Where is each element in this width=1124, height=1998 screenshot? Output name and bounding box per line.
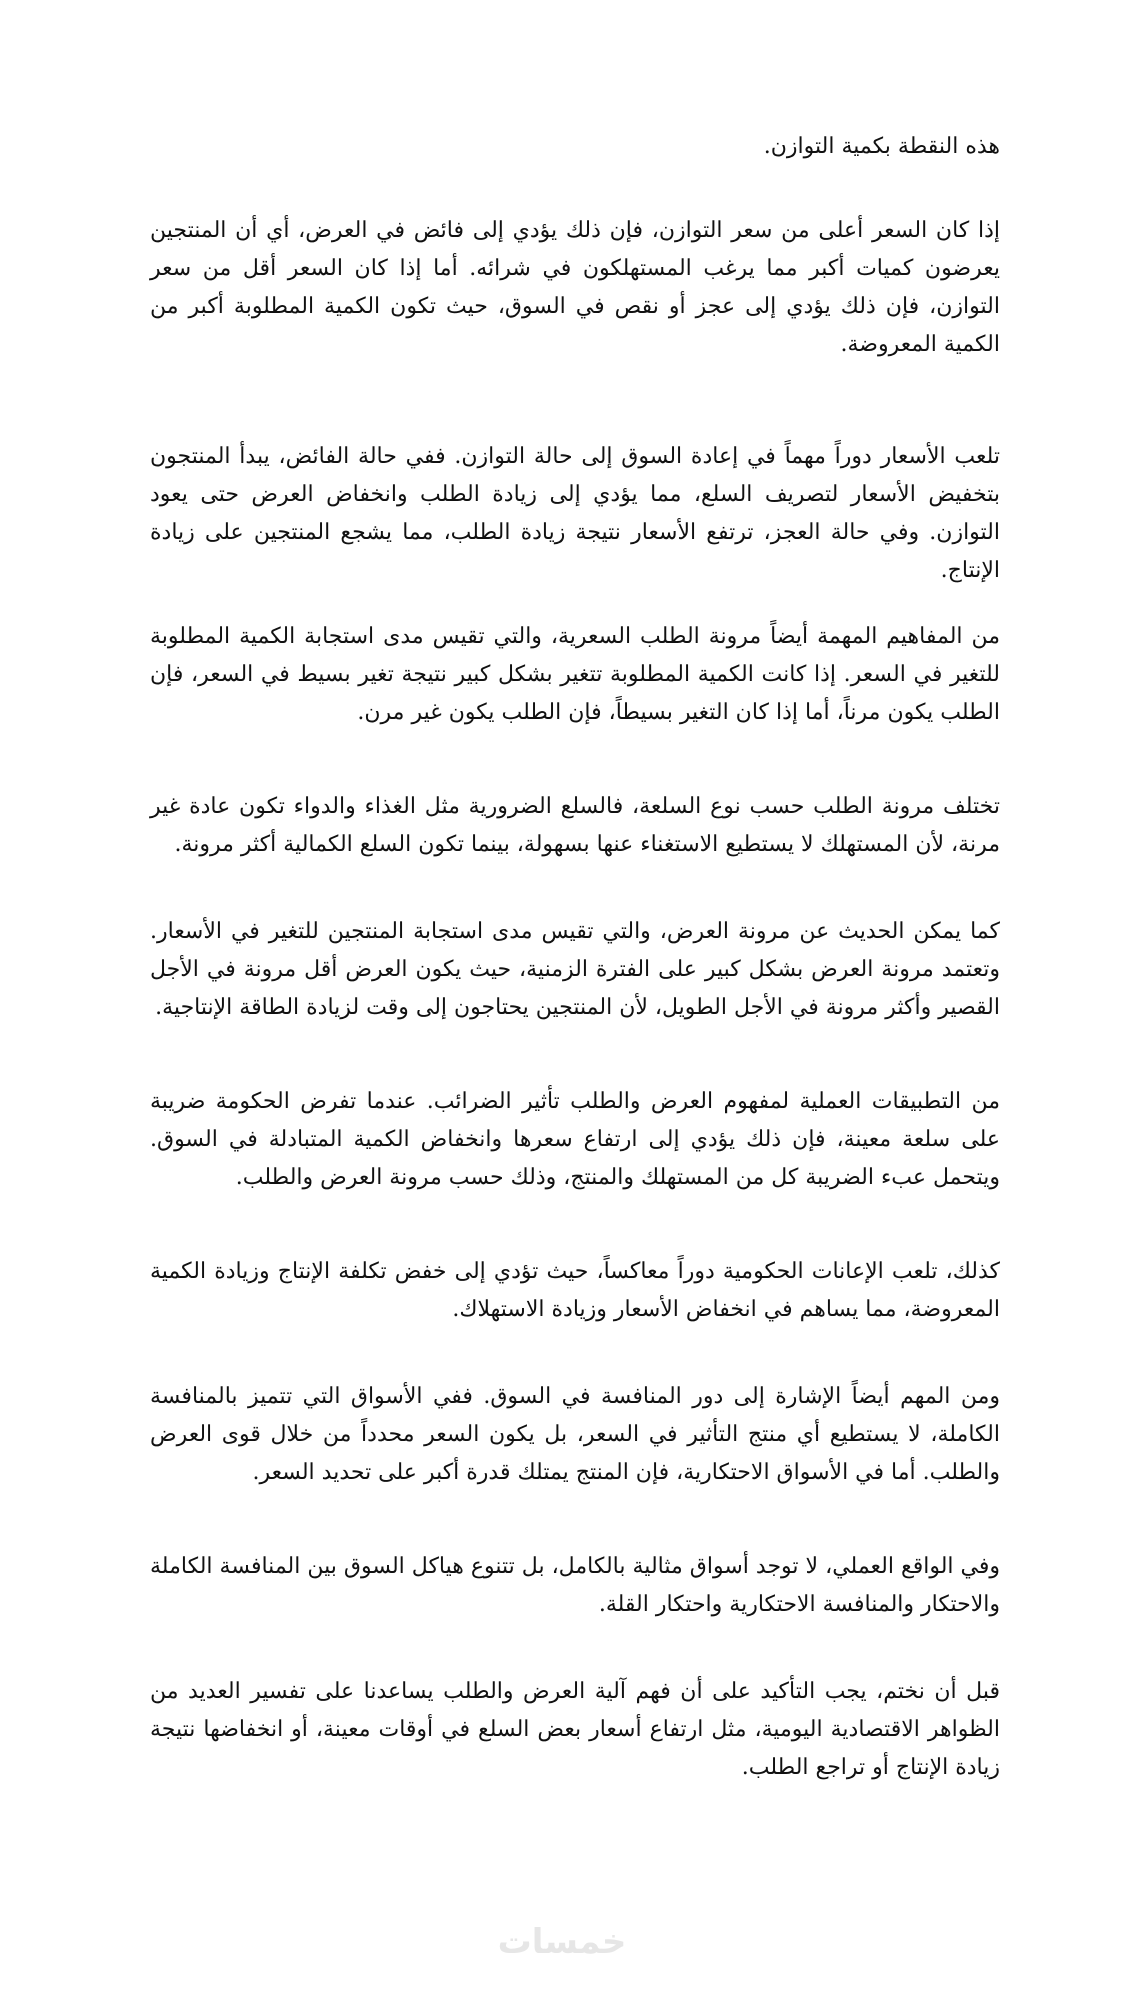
paragraph-5: تختلف مرونة الطلب حسب نوع السلعة، فالسلع الضرورية مثل الغذاء والدواء تكون عادة غير مرنة، لأن المستهلك لا يستطيع الاستغناء عنها بسهولة، بينما تكون السلع الكمالية أكثر مرونة.: [150, 794, 1001, 857]
paragraph-8: كذلك، تلعب الإعانات الحكومية دوراً معاكساً، حيث تؤدي إلى خفض تكلفة الإنتاج وزيادة الكمية المعروضة، مما يساهم في انخفاض الأسعار وزيادة الاستهلاك.: [150, 1259, 1000, 1322]
paragraph-4: من المفاهيم المهمة أيضاً مرونة الطلب السعرية، والتي تقيس مدى استجابة الكمية المطلوبة للتغير في السعر. إذا كانت الكمية المطلوبة تتغير بشكل كبير نتيجة تغير بسيط في السعر، فإن الطلب يكون مرناً، أما إذا كان التغير بسيطاً، فإن الطلب يكون غير مرن.: [150, 624, 1000, 725]
paragraph-6: كما يمكن الحديث عن مرونة العرض، والتي تقيس مدى استجابة المنتجين للتغير في الأسعار. وتعتمد مرونة العرض بشكل كبير على الفترة الزمنية، حيث يكون العرض أقل مرونة في الأجل القصير وأكثر مرونة في الأجل الطويل، لأن المنتجين يحتاجون إلى وقت لزيادة الطاقة الإنتاجية.: [150, 919, 1000, 1020]
paragraph-7: من التطبيقات العملية لمفهوم العرض والطلب تأثير الضرائب. عندما تفرض الحكومة ضريبة على سلعة معينة، فإن ذلك يؤدي إلى ارتفاع سعرها وانخفاض الكمية المتبادلة في السوق. ويتحمل عبء الضريبة كل من المستهلك والمنتج، وذلك حسب مرونة العرض والطلب.: [150, 1089, 1000, 1190]
paragraph-10: وفي الواقع العملي، لا توجد أسواق مثالية بالكامل، بل تتنوع هياكل السوق بين المنافسة الكاملة والاحتكار والمنافسة الاحتكارية واحتكار القلة.: [150, 1554, 1000, 1617]
watermark-logo: خمسات: [497, 1922, 627, 1962]
paragraph-11: قبل أن نختم، يجب التأكيد على أن فهم آلية العرض والطلب يساعدنا على تفسير العديد من الظواهر الاقتصادية اليومية، مثل ارتفاع أسعار بعض السلع في أوقات معينة، أو انخفاضها نتيجة زيادة الإنتاج أو تراجع الطلب.: [150, 1679, 1000, 1780]
paragraph-9: ومن المهم أيضاً الإشارة إلى دور المنافسة في السوق. ففي الأسواق التي تتميز بالمنافسة الكاملة، لا يستطيع أي منتج التأثير في السعر، بل يكون السعر محدداً من خلال قوى العرض والطلب. أما في الأسواق الاحتكارية، فإن المنتج يمتلك قدرة أكبر على تحديد السعر.: [150, 1384, 1000, 1485]
paragraph-3: تلعب الأسعار دوراً مهماً في إعادة السوق إلى حالة التوازن. ففي حالة الفائض، يبدأ المنتجون بتخفيض الأسعار لتصريف السلع، مما يؤدي إلى زيادة الطلب وانخفاض العرض حتى يعود التوازن. وفي حالة العجز، ترتفع الأسعار نتيجة زيادة الطلب، مما يشجع المنتجين على زيادة الإنتاج.: [150, 444, 1000, 583]
paragraph-1: هذه النقطة بكمية التوازن.: [763, 134, 1000, 159]
paragraph-2: إذا كان السعر أعلى من سعر التوازن، فإن ذلك يؤدي إلى فائض في العرض، أي أن المنتجين يعرضون كميات أكبر مما يرغب المستهلكون في شرائه. أما إذا كان السعر أقل من سعر التوازن، فإن ذلك يؤدي إلى عجز أو نقص في السوق، حيث تكون الكمية المطلوبة أكبر من الكمية المعروضة.: [150, 218, 1000, 357]
